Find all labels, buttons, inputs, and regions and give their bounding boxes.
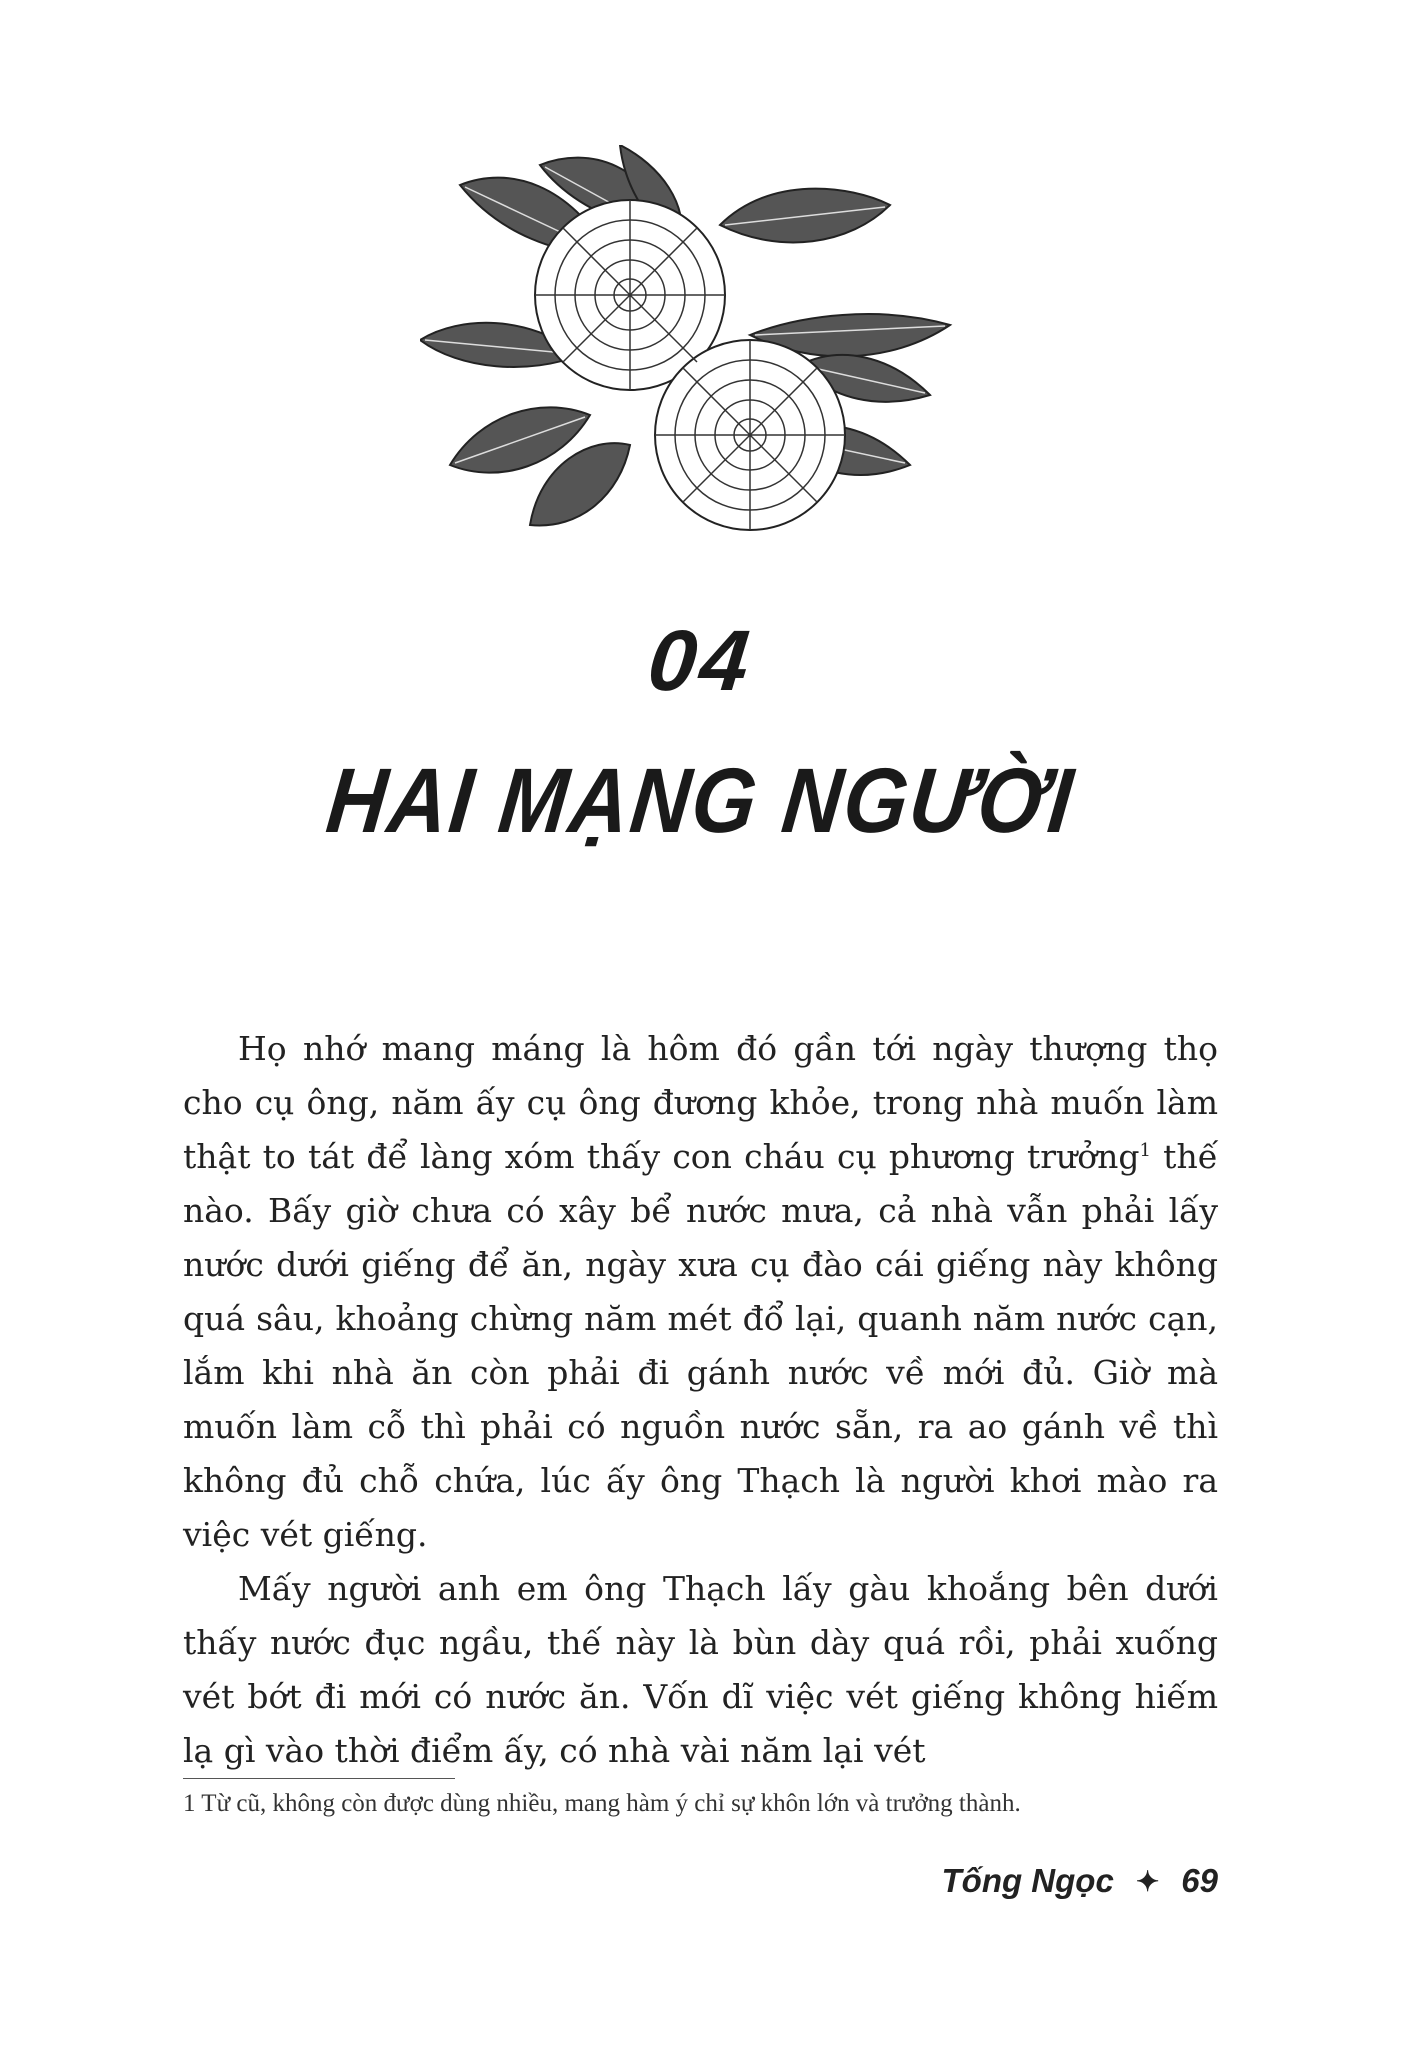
footnote-marker: 1 [1139,1140,1151,1161]
paragraph-1 [183,1022,1218,1562]
body-text [183,1022,1218,1778]
page-number: 69 [1181,1862,1218,1899]
author-name: Tống Ngọc [941,1862,1114,1899]
chrysanthemum-illustration [420,145,960,605]
star-icon: ✦ [1135,1865,1160,1897]
chapter-number: 04 [643,613,758,709]
paragraph-1-text: Họ nhớ mang máng là hôm đó gần tới ngày thượng thọ cho cụ ông, năm ấy cụ ông đương khỏe, trong nhà muốn làm thật to tát để làng xóm thấy con cháu cụ phương trưởng [183,1029,1218,1176]
running-footer [942,1862,1219,1900]
footnote-divider [183,1778,455,1779]
paragraph-1-text-continued: thế nào. Bấy giờ chưa có xây bể nước mưa, cả nhà vẫn phải lấy nước dưới giếng để ăn, ngày xưa cụ đào cái giếng này không quá sâu, khoảng chừng năm mét đổ lại, quanh năm nước cạn, lắm khi nhà ăn còn phải đi gánh nước về mới đủ. Giờ mà muốn làm cỗ thì phải có nguồn nước sẵn, ra ao gánh về thì không đủ chỗ chứa, lúc ấy ông Thạch là người khơi mào ra việc vét giếng. [183,1137,1218,1554]
footnote: 1 Từ cũ, không còn được dùng nhiều, mang hàm ý chỉ sự khôn lớn và trưởng thành. [183,1790,1021,1817]
chapter-title: HAI MẠNG NGƯỜI [322,750,1079,853]
paragraph-2: Mấy người anh em ông Thạch lấy gàu khoắng bên dưới thấy nước đục ngầu, thế này là bùn dày quá rồi, phải xuống vét bớt đi mới có nước ăn. Vốn dĩ việc vét giếng không hiếm lạ gì vào thời điểm ấy, có nhà vài năm lại vét [183,1569,1218,1770]
